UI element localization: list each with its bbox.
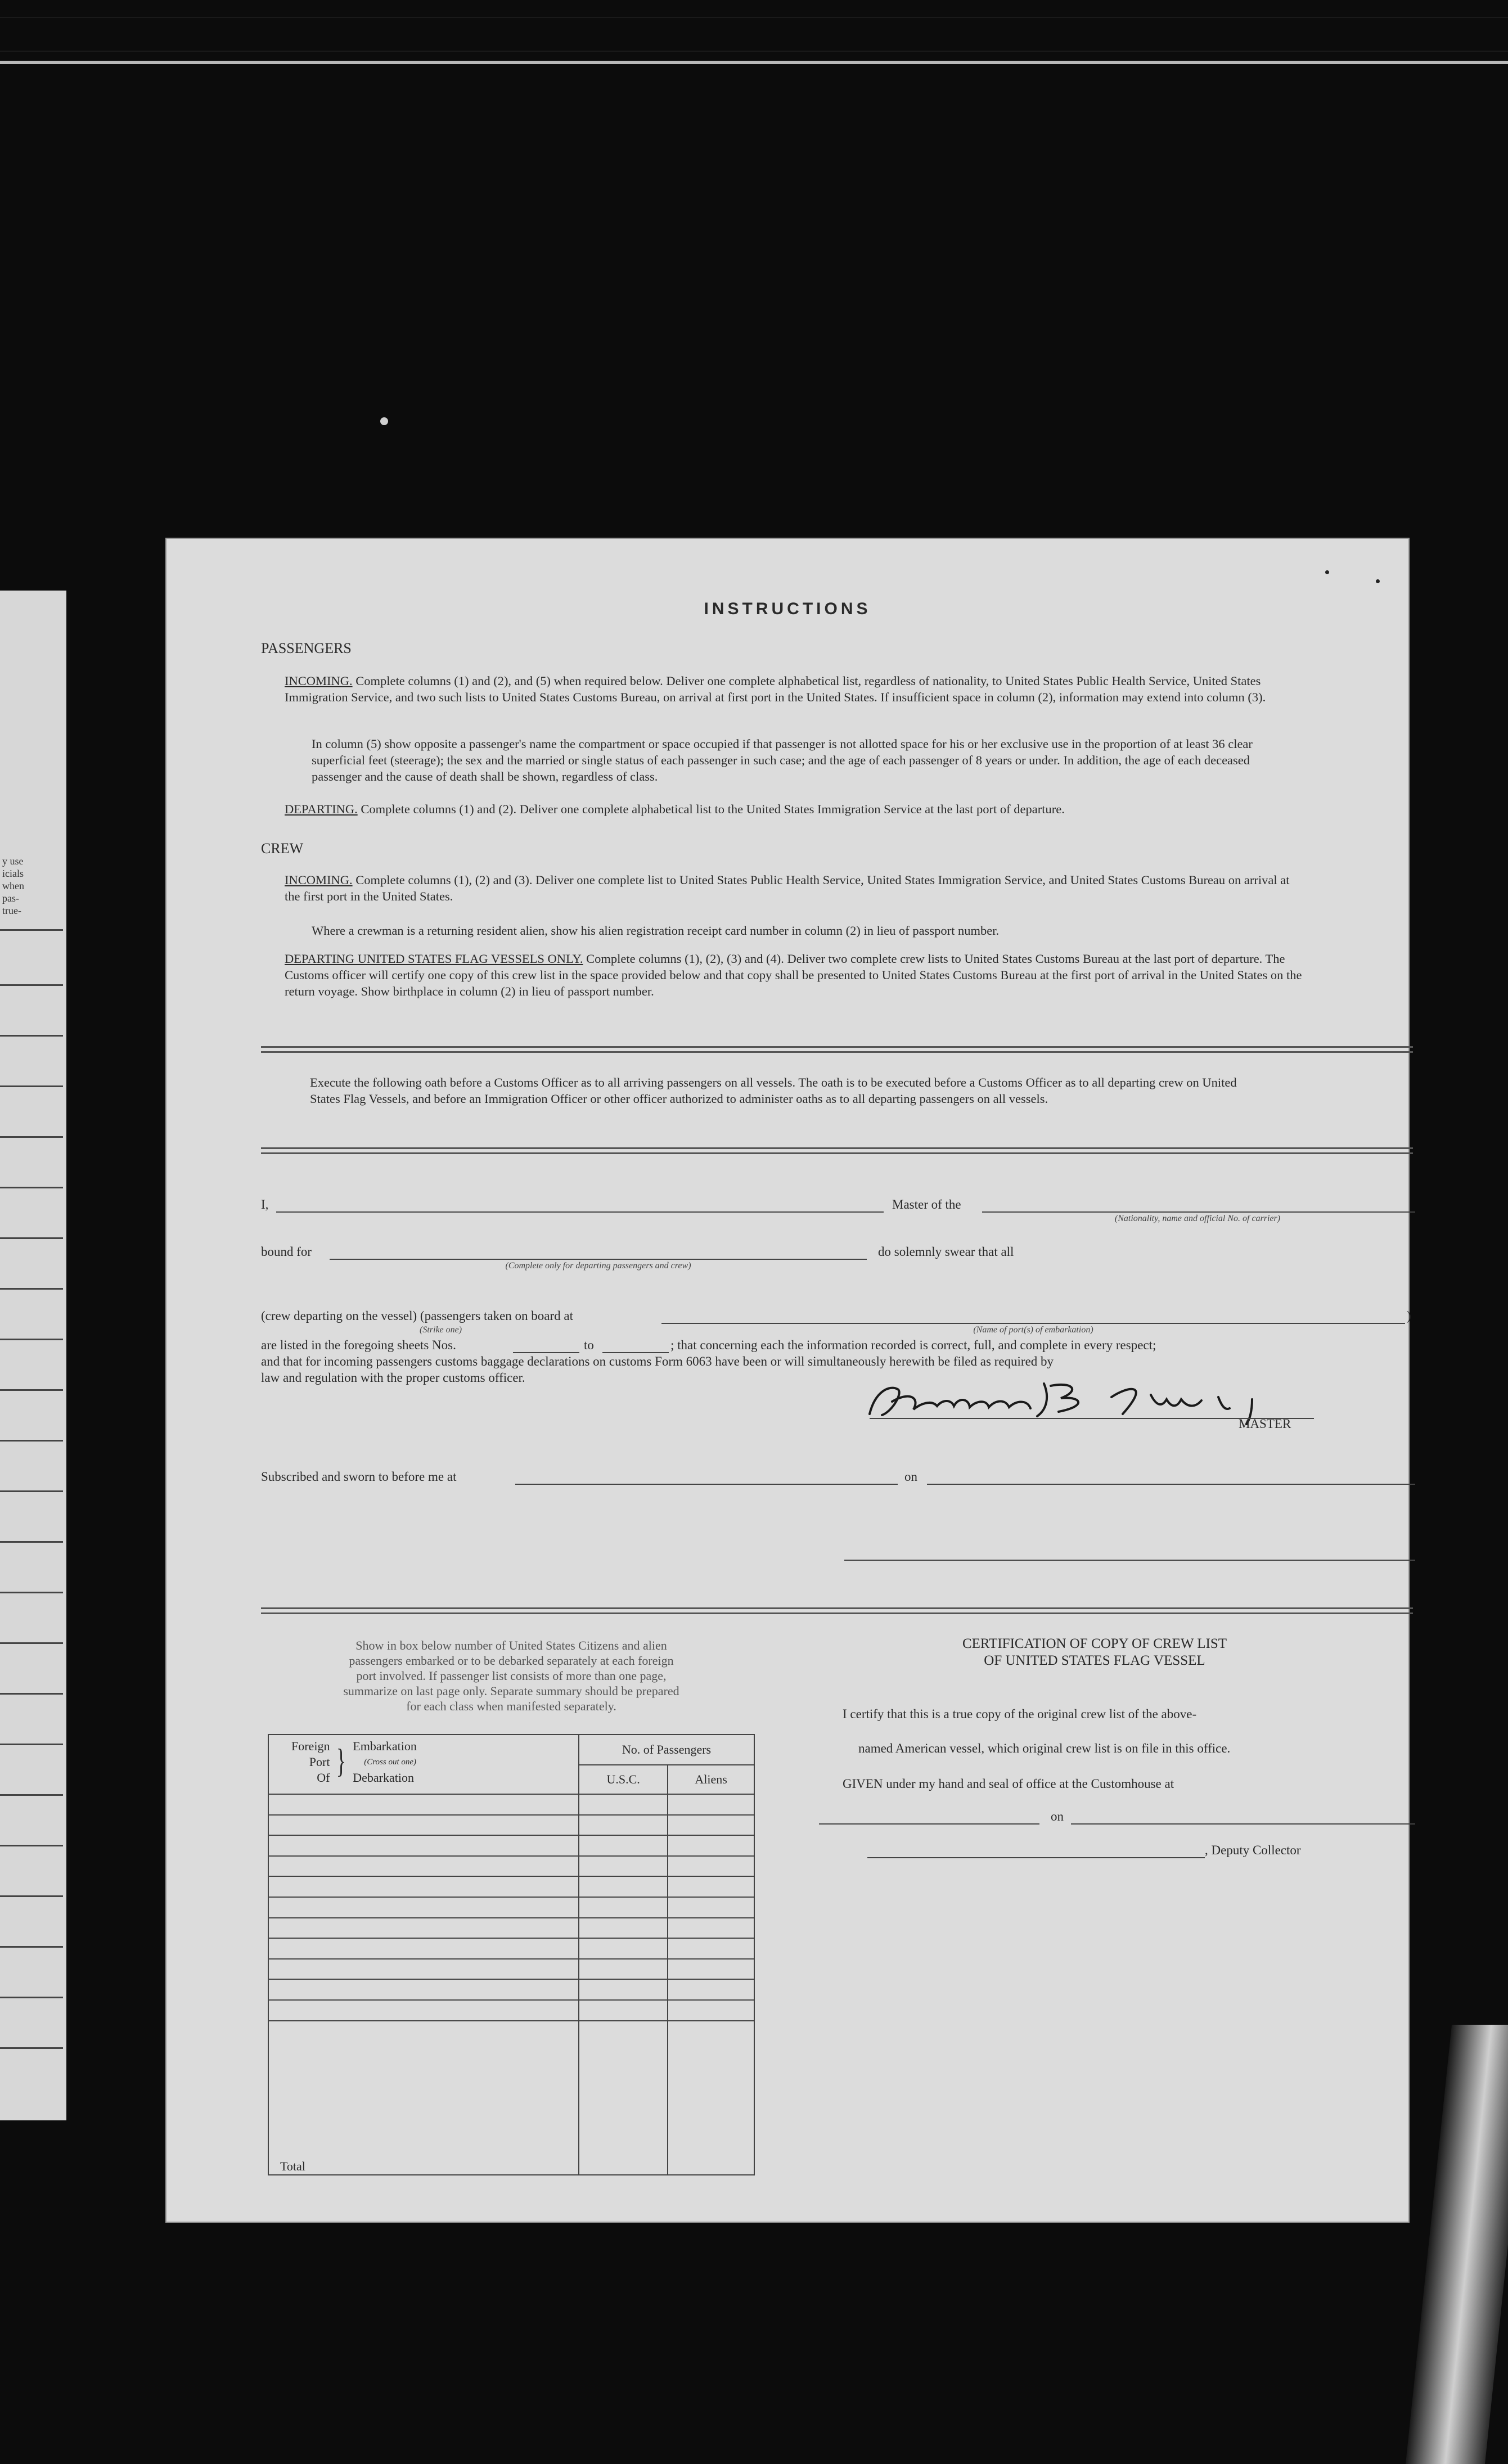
crew-flag-paragraph [285,951,1303,999]
crew-incoming-label: INCOMING. [285,873,353,887]
swear-label: do solemnly swear that all [878,1245,1014,1259]
fragment-rule [0,1794,63,1796]
fragment-rule [0,1997,63,1998]
table-row [268,1815,754,1836]
header-word: Port [309,1755,330,1769]
usc-cell[interactable] [579,1876,668,1897]
usc-cell[interactable] [579,1918,668,1939]
aliens-cell[interactable] [668,1876,754,1897]
fragment-rule [0,1136,63,1138]
fragment-rule [0,1845,63,1846]
fragment-rule [0,1895,63,1897]
nationality-note: (Nationality, name and official No. of carrier) [1114,1214,1281,1223]
port-cell[interactable] [268,1876,579,1897]
aliens-header: Aliens [668,1765,754,1794]
fragment-rule [0,1693,63,1695]
header-word: Of [317,1771,330,1785]
oath-instruction: Execute the following oath before a Customs Officer as to all arriving passengers on all vessels. The oath is to be executed before a Customs Officer as to all departing crew on United States Flag Vessels, and before an Immigration Officer or other officer authorized to administer oaths as to all departing passengers on all vessels. [310,1075,1237,1106]
fragment-rule [0,1592,63,1593]
table-row [268,2000,754,2021]
sworn-on-label: on [904,1470,917,1484]
carrier-line[interactable] [982,1211,1415,1213]
summary-instruction-line: passengers embarked or to be debarked separately at each foreign [349,1654,674,1668]
scan-background-lines [0,0,1508,79]
aliens-cell[interactable] [668,2000,754,2021]
fragment-rule [0,1946,63,1948]
summary-instruction-line: Show in box below number of United States Citizens and alien [355,1638,667,1652]
flag-vessels-label: DEPARTING UNITED STATES FLAG VESSELS ONLY. [285,952,583,966]
resident-alien-paragraph: Where a crewman is a returning resident alien, show his alien registration receipt card number in column (2) in lieu of passport number. [312,924,1000,938]
adjacent-page-edge [1406,2025,1508,2464]
port-cell[interactable] [268,1897,579,1918]
master-label: MASTER [1239,1417,1291,1431]
table-row [268,1938,754,1959]
aliens-cell[interactable] [668,1979,754,2000]
fragment-rule [0,1339,63,1340]
master-of-label: Master of the [892,1197,961,1211]
certify-line-2: named American vessel, which original crew list is on file in this office. [858,1741,1231,1755]
no-passengers-header: No. of Passengers [579,1735,754,1765]
aliens-cell[interactable] [668,1815,754,1836]
sheet-to-line[interactable] [602,1352,669,1353]
table-row [268,1876,754,1897]
fragment-rule [0,2047,63,2049]
law-text: law and regulation with the proper customs officer. [261,1371,525,1385]
foreign-port-label [291,1738,330,1786]
officer-signature-line[interactable] [844,1560,1415,1561]
aliens-total-cell[interactable] [668,2021,754,2175]
crew-departing-label: (crew departing on the vessel) (passengers taken on board at [261,1309,573,1323]
fragment-rule [0,1187,63,1188]
table-row [268,1856,754,1877]
deputy-collector-label: , Deputy Collector [1205,1843,1301,1857]
incoming-text: Complete columns (1) and (2), and (5) when required below. Deliver one complete alphabetical list, regardless of nationality, to United States Public Health Service, United States Immigration Service, and two such lists to United States Customs Bureau, on arrival at first port in the United States. If insufficient space in column (2), information may extend into column (3). [285,674,1266,704]
aliens-cell[interactable] [668,1794,754,1815]
header-brace: } [336,1742,346,1780]
total-row [268,2021,754,2175]
usc-cell[interactable] [579,1979,668,2000]
port-cell[interactable] [268,1856,579,1877]
oath-i-label: I, [261,1197,269,1211]
fragment-rule [0,1389,63,1391]
given-line: GIVEN under my hand and seal of office at the Customhouse at [843,1777,1174,1791]
usc-cell[interactable] [579,1897,668,1918]
summary-instructions [268,1638,755,1714]
section-heading-passengers: PASSENGERS [261,640,352,656]
port-header-cell [268,1735,579,1794]
total-label: Total [268,2021,579,2175]
usc-cell[interactable] [579,1835,668,1856]
subscribed-label: Subscribed and sworn to before me at [261,1470,457,1484]
fragment-rule [0,1237,63,1239]
embarkation-word: Embarkation [353,1739,417,1753]
concerning-text: ; that concerning each the information recorded is correct, full, and complete in every respect; [670,1338,1156,1352]
aliens-cell[interactable] [668,1835,754,1856]
fragment-text: pas- [2,893,19,904]
adjacent-page-fragment [0,591,66,2120]
sworn-date-line[interactable] [927,1484,1415,1485]
baggage-text: and that for incoming passengers customs baggage declarations on customs Form 6063 have been or will simultaneously herewith be filed as required by [261,1354,1054,1368]
table-row [268,1959,754,1980]
departing-text: Complete columns (1) and (2). Deliver one complete alphabetical list to the United States Immigration Service at the last port of departure. [361,802,1065,816]
sheet-from-line[interactable] [513,1352,579,1353]
port-cell[interactable] [268,1938,579,1959]
port-cell[interactable] [268,2000,579,2021]
usc-cell[interactable] [579,1938,668,1959]
certification-title-line: CERTIFICATION OF COPY OF CREW LIST [962,1636,1227,1651]
port-cell[interactable] [268,1959,579,1980]
fragment-rule [0,1642,63,1644]
summary-instruction-line: port involved. If passenger list consists of more than one page, [356,1669,667,1683]
aliens-cell[interactable] [668,1918,754,1939]
usc-cell[interactable] [579,1815,668,1836]
ports-note: (Name of port(s) of embarkation) [973,1325,1093,1335]
sworn-place-line[interactable] [515,1484,898,1485]
to-label: to [584,1338,594,1352]
section-heading-crew: CREW [261,840,304,857]
fragment-rule [0,1744,63,1745]
fragment-rule [0,1490,63,1492]
usc-header: U.S.C. [579,1765,668,1794]
fragment-rule [0,1541,63,1543]
cross-out-note: (Cross out one) [364,1758,417,1767]
destination-line[interactable] [330,1259,867,1260]
departing-label: DEPARTING. [285,802,358,816]
aliens-cell[interactable] [668,1938,754,1959]
fragment-text: y use [2,855,24,867]
passengers-incoming-paragraph [285,673,1303,705]
table-row [268,1979,754,2000]
fragment-text: icials [2,868,24,879]
scan-speck [1376,579,1380,583]
master-name-line[interactable] [276,1211,884,1213]
usc-cell[interactable] [579,1856,668,1877]
aliens-cell[interactable] [668,1959,754,1980]
table-row [268,1794,754,1815]
port-cell[interactable] [268,1979,579,2000]
certify-line-1: I certify that this is a true copy of the original crew list of the above- [843,1707,1197,1721]
customhouse-line[interactable] [819,1823,1039,1825]
fragment-rule [0,1085,63,1087]
deputy-signature-line[interactable] [867,1857,1205,1858]
scan-dust-spot [380,417,388,425]
incoming-label: INCOMING. [285,674,353,688]
flag-vessels-text: Complete columns (1), (2), (3) and (4). Deliver two complete crew lists to United States Customs Bureau at the last port of departure. The Customs officer will certify one copy of this crew list in the space provided below and that copy shall be presented to United States Customs Bureau at the first port of arrival in the United States on the return voyage. Show birthplace in column (2) in lieu of passport number. [285,952,1302,998]
debarkation-word: Debarkation [353,1771,414,1785]
passenger-summary-table [268,1734,755,2175]
port-cell[interactable] [268,1918,579,1939]
fragment-rule [0,929,63,931]
port-cell[interactable] [268,1794,579,1815]
scan-rule [0,61,1508,64]
fragment-rule [0,1288,63,1290]
port-cell[interactable] [268,1815,579,1836]
page-title: INSTRUCTIONS [704,600,871,618]
complete-note: (Complete only for departing passengers and crew) [505,1261,691,1271]
fragment-text: when [2,880,24,891]
section-divider [261,1046,1413,1053]
aliens-cell[interactable] [668,1856,754,1877]
section-divider [261,1607,1413,1614]
fragment-rule [0,1035,63,1037]
certification-title [841,1636,1348,1669]
aliens-cell[interactable] [668,1897,754,1918]
column5-paragraph: In column (5) show opposite a passenger's name the compartment or space occupied if that passenger is not allotted space for his or her exclusive use in the proportion of at least 36 clear superficial feet (steerage); the sex and the married or single status of each passenger in such case; and the age of each passenger of 8 years or under. In addition, the age of each deceased passenger and the cause of death shall be shown, regardless of class. [312,737,1253,783]
table-row [268,1897,754,1918]
bound-for-label: bound for [261,1245,312,1259]
crew-incoming-text: Complete columns (1), (2) and (3). Deliver one complete list to United States Public Health Service, United States Immigration Service, and United States Customs Bureau on arrival at the first port in the United States. [285,873,1290,903]
certification-date-line[interactable] [1071,1823,1415,1825]
table-row [268,1835,754,1856]
usc-total-cell[interactable] [579,2021,668,2175]
embarkation-port-line[interactable] [661,1323,1405,1324]
section-divider [261,1147,1413,1154]
closing-paren: ) [1407,1309,1411,1323]
certification-title-line: OF UNITED STATES FLAG VESSEL [984,1653,1205,1668]
listed-label: are listed in the foregoing sheets Nos. [261,1338,456,1352]
header-word: Foreign [291,1739,330,1753]
table-row [268,1918,754,1939]
fragment-rule [0,984,63,986]
fragment-text: true- [2,905,21,916]
usc-cell[interactable] [579,1959,668,1980]
certification-on-label: on [1051,1809,1064,1823]
scan-speck [1325,570,1329,574]
usc-cell[interactable] [579,2000,668,2021]
strike-note: (Strike one) [420,1325,462,1335]
summary-instruction-line: summarize on last page only. Separate summary should be prepared [343,1684,679,1698]
port-cell[interactable] [268,1835,579,1856]
summary-instruction-line: for each class when manifested separately. [406,1699,616,1713]
embarkation-debarkation-label [353,1738,417,1786]
usc-cell[interactable] [579,1794,668,1815]
crew-incoming-paragraph [285,872,1303,904]
fragment-rule [0,1440,63,1442]
passengers-departing-paragraph [285,801,1303,817]
instructions-page [166,539,1411,2222]
